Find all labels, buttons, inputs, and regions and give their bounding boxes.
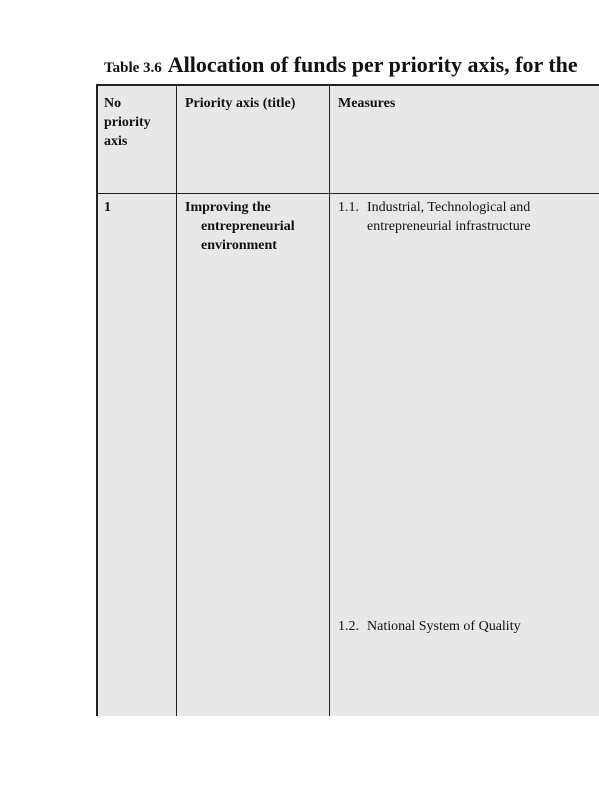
table-caption bbox=[104, 52, 578, 78]
header-divider bbox=[96, 193, 599, 194]
table-top-border bbox=[96, 84, 599, 86]
row-1-number: 1 bbox=[104, 200, 111, 215]
column-divider-2 bbox=[329, 84, 330, 716]
header-priority-axis-title: Priority axis (title) bbox=[185, 96, 296, 111]
column-divider-1 bbox=[176, 84, 177, 716]
header-no-priority-axis: No priority axis bbox=[104, 96, 151, 149]
measure-1-1 bbox=[338, 198, 567, 236]
table-title: Allocation of funds per priority axis, for the bbox=[167, 52, 578, 77]
measure-number: 1.2. bbox=[338, 619, 359, 634]
table-number: Table 3.6 bbox=[104, 60, 162, 76]
funds-allocation-table bbox=[96, 84, 599, 716]
measure-text: Industrial, Technological and entrepreneurial infrastructure bbox=[367, 200, 531, 234]
row-1-axis-title: Improving the entrepreneurial environment bbox=[185, 200, 295, 253]
measure-number: 1.1. bbox=[338, 200, 359, 215]
measure-text: National System of Quality bbox=[367, 619, 521, 634]
measure-1-2 bbox=[338, 617, 567, 636]
table-left-border bbox=[96, 84, 98, 716]
header-measures: Measures bbox=[338, 96, 396, 111]
